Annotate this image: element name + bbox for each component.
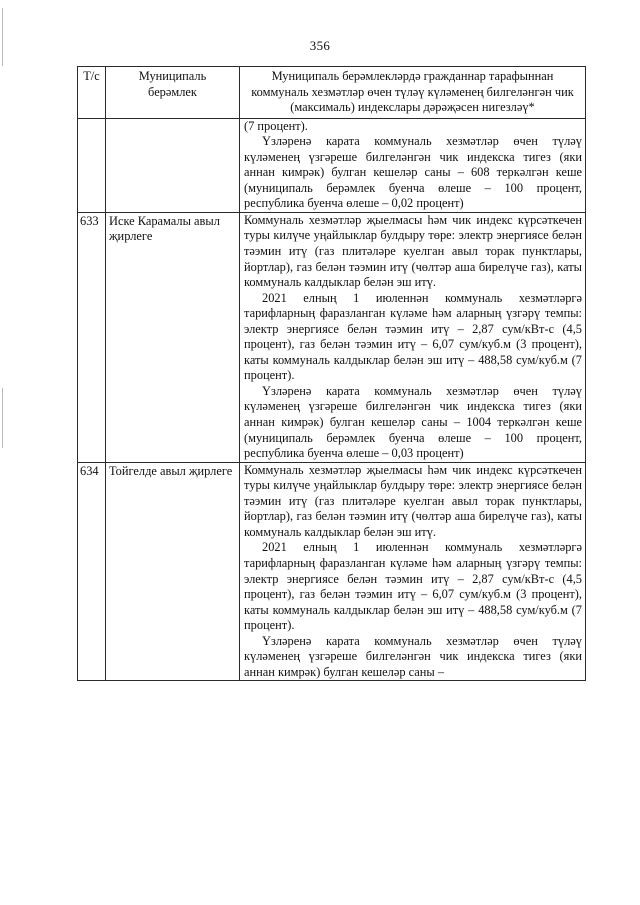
header-justification: Муниципаль берәмлекләрдә гражданнар тарафыннан коммуналь хезмәтләр өчен түләү күләменең билгеләнгән чик (максималь) индекслары дәрәҗәсен нигезләү*: [240, 67, 586, 119]
row-paragraph: (7 процент).: [244, 118, 308, 133]
row-paragraph: Үзләренә карата коммуналь хезмәтләр өчен түләү күләменең үзгәреше билгеләнгән чик индекска тигез (яки аннан кимрәк) булган кешеләр саны – 608 теркәлгән кеше (муниципаль берәмлек буенча өлеше – 100 процент, республика буенча өлеше – 0,02 процент): [244, 134, 582, 211]
row-justification: [240, 118, 586, 212]
table-header-row: [78, 67, 586, 119]
index-table: [77, 66, 586, 681]
row-municipality: [106, 118, 240, 212]
row-paragraph: Үзләренә карата коммуналь хезмәтләр өчен түләү күләменең үзгәреше билгеләнгән чик индекска тигез (яки аннан кимрәк) булган кешеләр саны –: [244, 633, 582, 679]
row-paragraph: Үзләренә карата коммуналь хезмәтләр өчен түләү күләменең үзгәреше билгеләнгән чик индекска тигез (яки аннан кимрәк) булган кешеләр саны – 1004 теркәлгән кеше (муниципаль берәмлек буенча өлеше – 100 процент, республика буенча өлеше – 0,03 процент): [244, 383, 582, 461]
row-number: 634: [78, 462, 106, 681]
table-row: [78, 212, 586, 462]
row-number: [78, 118, 106, 212]
table-row: [78, 118, 586, 212]
scan-margin-line-middle: [2, 388, 3, 448]
row-paragraph: 2021 елның 1 июленнән коммуналь хезмәтләргә тарифларның фаразланган күләме һәм аларның үзгәрү темпы: электр энергиясе белән тәэмин итү – 2,87 сум/кВт-с (4,5 процент), газ белән тәэмин итү – 6,07 сум/куб.м (3 процент), каты коммуналь калдыклар белән эш итү – 488,58 сум/куб.м (7 процент).: [244, 290, 582, 383]
row-justification: [240, 462, 586, 681]
row-paragraph: Коммуналь хезмәтләр җыелмасы һәм чик индекс күрсәткечен туры килүче уңайлыклар булдыру төре: электр энергиясе белән тәэмин итү (газ плитәләре куелган авыл торак пунктлары, йортлар), газ белән тәэмин итү (чөлтәр аша бирелүче газ), каты коммуналь калдыклар белән эш итү.: [244, 212, 582, 290]
page-number: 356: [309, 38, 331, 53]
row-paragraph: 2021 елның 1 июленнән коммуналь хезмәтләргә тарифларның фаразланган күләме һәм аларның үзгәрү темпы: электр энергиясе белән тәэмин итү – 2,87 сум/кВт-с (4,5 процент), газ белән тәэмин итү – 6,07 сум/куб.м (3 процент), каты коммуналь калдыклар белән эш итү – 488,58 сум/куб.м (7 процент).: [244, 540, 582, 633]
row-municipality: Тойгелде авыл җирлеге: [106, 462, 240, 681]
row-justification: [240, 212, 586, 462]
row-paragraph: Коммуналь хезмәтләр җыелмасы һәм чик индекс күрсәткечен туры килүче уңайлыклар булдыру төре: электр энергиясе белән тәэмин итү (газ плитәләре куелган авыл торак пунктлары, йортлар), газ белән тәэмин итү (чөлтәр аша бирелүче газ), каты коммуналь калдыклар белән эш итү.: [244, 462, 582, 539]
row-municipality: Иске Карамалы авыл җирлеге: [106, 212, 240, 462]
table-row: [78, 462, 586, 681]
header-municipality: Муниципаль берәмлек: [106, 67, 240, 119]
scan-margin-line-top: [2, 8, 3, 66]
row-number: 633: [78, 212, 106, 462]
header-num: Т/с: [78, 67, 106, 119]
